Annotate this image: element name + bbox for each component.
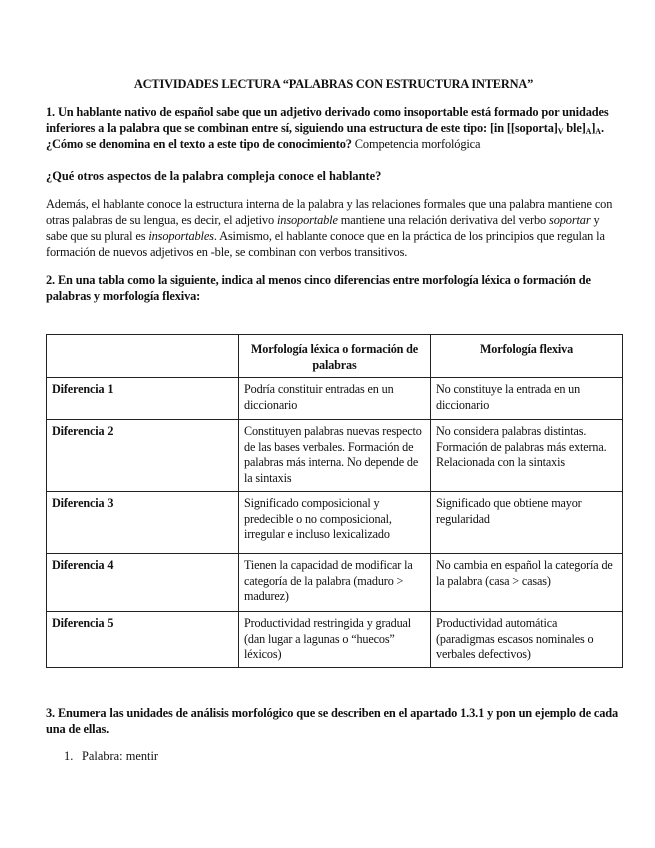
- answer-text-4: . Asimismo, el hablante conoce que en la práctica de los principios que regulan la formación de nuevos adjetivos en -ble, se combinan con verbos transitivos.: [46, 229, 605, 259]
- header-empty: [47, 335, 239, 378]
- answer-text-2: mantiene una relación derivativa del verbo: [337, 213, 550, 227]
- document-title: ACTIVIDADES LECTURA “PALABRAS CON ESTRUCTURA INTERNA”: [133, 77, 534, 91]
- table-header-row: [47, 335, 623, 378]
- question-1-text-c: ]: [591, 121, 596, 135]
- list-item: [64, 748, 604, 764]
- answer-text-3: y sabe que su plural es: [46, 213, 600, 243]
- cell-lexica: Significado composicional y predecible o no composicional, irregular e incluso lexicalizado: [239, 492, 431, 554]
- question-1-answer: Competencia morfológica: [351, 137, 481, 151]
- question-1: [46, 104, 621, 152]
- cell-flexiva: Significado que obtiene mayor regularidad: [431, 492, 623, 554]
- row-label: Diferencia 4: [47, 554, 239, 612]
- question-1b: ¿Qué otros aspectos de la palabra compleja conoce el hablante?: [46, 169, 382, 183]
- cell-lexica: Constituyen palabras nuevas respecto de las bases verbales. Formación de palabras más interna. No depende de la sintaxis: [239, 420, 431, 492]
- question-3: 3. Enumera las unidades de análisis morfológico que se describen en el apartado 1.3.1 y pon un ejemplo de cada una de ellas.: [46, 706, 619, 736]
- question-1-text-d: . ¿Cómo se denomina en el texto a este tipo de conocimiento?: [46, 121, 604, 151]
- cell-lexica: Productividad restringida y gradual (dan lugar a lagunas o “huecos” léxicos): [239, 612, 431, 668]
- row-label: Diferencia 5: [47, 612, 239, 668]
- cell-flexiva: No cambia en español la categoría de la palabra (casa > casas): [431, 554, 623, 612]
- question-2: 2. En una tabla como la siguiente, indica al menos cinco diferencias entre morfología léxica o formación de palabras y morfología flexiva:: [46, 273, 591, 303]
- cell-flexiva: Productividad automática (paradigmas escasos nominales o verbales defectivos): [431, 612, 623, 668]
- list-item-number: 1.: [64, 749, 74, 763]
- answer-text-1: Además, el hablante conoce la estructura interna de la palabra y las relaciones formales que una palabra mantiene con otras palabras de su lengua, es decir, el adjetivo: [46, 197, 613, 227]
- cell-flexiva: No considera palabras distintas. Formación de palabras más externa. Relacionada con la sintaxis: [431, 420, 623, 492]
- question-1-text-b: ble]: [563, 121, 586, 135]
- cell-lexica: Podría constituir entradas en un diccionario: [239, 378, 431, 420]
- table-row: [47, 420, 623, 492]
- subscript-a1: A: [585, 127, 592, 136]
- question-1-text-a: 1. Un hablante nativo de español sabe que un adjetivo derivado como insoportable está formado por unidades inferiores a la palabra que se combinan entre sí, siguiendo una estructura de este tipo: [in [[soporta]: [46, 105, 609, 135]
- list-item-text: Palabra: mentir: [82, 749, 159, 763]
- answer-paragraph: [46, 196, 621, 260]
- header-flexiva: Morfología flexiva: [431, 335, 623, 378]
- subscript-v: V: [557, 127, 564, 136]
- table-row: [47, 554, 623, 612]
- answer-italic-2: soportar: [549, 213, 591, 227]
- header-lexica: Morfología léxica o formación de palabras: [239, 335, 431, 378]
- answer-italic-3: insoportables: [148, 229, 214, 243]
- subscript-a2: A: [595, 127, 601, 136]
- row-label: Diferencia 1: [47, 378, 239, 420]
- table-row: [47, 612, 623, 668]
- cell-flexiva: No constituye la entrada en un diccionario: [431, 378, 623, 420]
- answer-italic-1: insoportable: [276, 213, 338, 227]
- table-row: [47, 378, 623, 420]
- table-row: [47, 492, 623, 554]
- cell-lexica: Tienen la capacidad de modificar la categoría de la palabra (maduro > madurez): [239, 554, 431, 612]
- differences-table: [46, 334, 623, 668]
- row-label: Diferencia 3: [47, 492, 239, 554]
- row-label: Diferencia 2: [47, 420, 239, 492]
